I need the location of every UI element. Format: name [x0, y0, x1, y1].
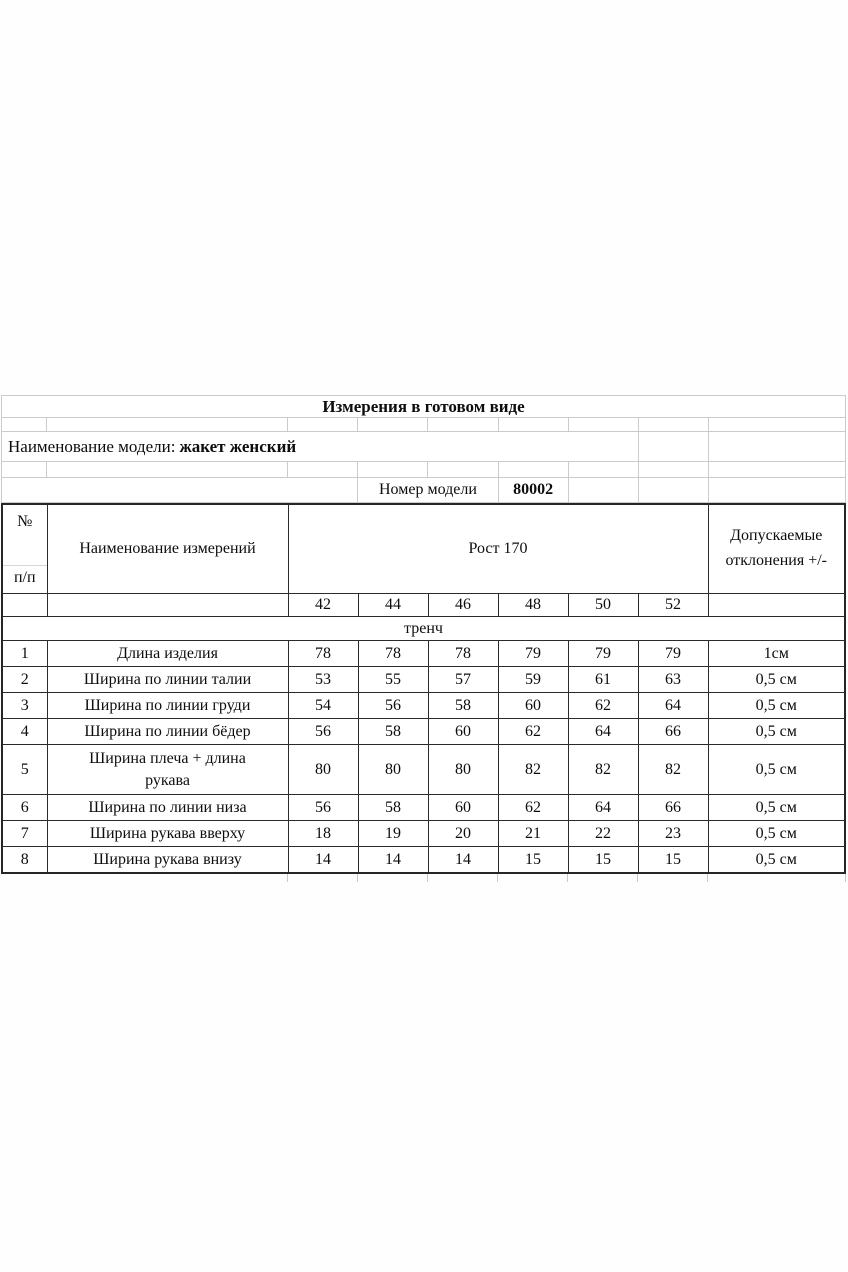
- value-cell: 59: [498, 667, 568, 693]
- value-cell: 82: [568, 745, 638, 795]
- faint-divider: [3, 565, 47, 566]
- no-header-stack: [3, 505, 47, 593]
- value-cell: 61: [568, 667, 638, 693]
- model-number-value: 80002: [498, 478, 568, 503]
- value-cell: 15: [568, 847, 638, 874]
- table-row: [2, 821, 845, 847]
- value-cell: 15: [638, 847, 708, 874]
- empty-cell: [568, 478, 638, 503]
- value-cell: 66: [638, 795, 708, 821]
- col-header-deviation: Допускаемые отклонения +/-: [708, 504, 845, 594]
- deviation-cell: 0,5 см: [708, 795, 845, 821]
- value-cell: 66: [638, 719, 708, 745]
- no-sub: п/п: [13, 569, 36, 586]
- deviation-cell: 0,5 см: [708, 847, 845, 874]
- empty-cell: [498, 418, 568, 432]
- value-cell: 14: [428, 847, 498, 874]
- empty-cell: [428, 418, 498, 432]
- sizes-row: [2, 594, 845, 617]
- value-cell: 80: [358, 745, 428, 795]
- measurement-name-cell: Ширина рукава внизу: [47, 847, 288, 874]
- sheet-title: Измерения в готовом виде: [2, 396, 846, 418]
- value-cell: 56: [358, 693, 428, 719]
- value-cell: 80: [288, 745, 358, 795]
- value-cell: 56: [288, 795, 358, 821]
- deviation-cell: 1см: [708, 641, 845, 667]
- deviation-cell: 0,5 см: [708, 745, 845, 795]
- model-name-label: Наименование модели:: [8, 436, 176, 456]
- value-cell: 55: [358, 667, 428, 693]
- value-cell: 60: [428, 795, 498, 821]
- value-cell: 64: [638, 693, 708, 719]
- col-header-no: [2, 504, 47, 594]
- value-cell: 21: [498, 821, 568, 847]
- empty-cell: [47, 462, 288, 478]
- empty-cell: [358, 462, 428, 478]
- value-cell: 14: [358, 847, 428, 874]
- empty-cell: [428, 462, 498, 478]
- value-cell: 20: [428, 821, 498, 847]
- size-cell: 44: [358, 594, 428, 617]
- measurement-name-cell: Длина изделия: [47, 641, 288, 667]
- empty-cell: [358, 418, 428, 432]
- value-cell: 19: [358, 821, 428, 847]
- value-cell: 64: [568, 719, 638, 745]
- empty-cell: [288, 418, 358, 432]
- measurement-name-cell: Ширина рукава вверху: [47, 821, 288, 847]
- empty-cell: [638, 478, 708, 503]
- table-header-row: [2, 504, 845, 594]
- value-cell: 82: [498, 745, 568, 795]
- empty-cell: [2, 594, 47, 617]
- title-row: [2, 396, 846, 418]
- value-cell: 18: [288, 821, 358, 847]
- table-row: [2, 847, 845, 874]
- value-cell: 79: [638, 641, 708, 667]
- deviation-cell: 0,5 см: [708, 667, 845, 693]
- row-number-cell: 6: [2, 795, 47, 821]
- measurement-name-cell: Ширина по линии низа: [47, 795, 288, 821]
- model-number-row: [2, 478, 846, 503]
- value-cell: 62: [498, 795, 568, 821]
- value-cell: 78: [288, 641, 358, 667]
- grid-stubs: [0, 874, 848, 883]
- no-sign: №: [17, 513, 33, 530]
- measurement-rows: [2, 641, 845, 874]
- value-cell: 62: [568, 693, 638, 719]
- empty-cell: [498, 462, 568, 478]
- measurement-name-cell: Ширина по линии груди: [47, 693, 288, 719]
- value-cell: 14: [288, 847, 358, 874]
- size-cell: 50: [568, 594, 638, 617]
- value-cell: 80: [428, 745, 498, 795]
- empty-cell: [708, 432, 845, 462]
- size-cell: 42: [288, 594, 358, 617]
- deviation-cell: 0,5 см: [708, 821, 845, 847]
- model-name-value: жакет женский: [179, 436, 297, 456]
- empty-cell: [47, 594, 288, 617]
- info-section: [1, 395, 846, 503]
- empty-cell: [638, 462, 708, 478]
- model-number-label: Номер модели: [358, 478, 498, 503]
- value-cell: 60: [428, 719, 498, 745]
- empty-cell: [568, 418, 638, 432]
- value-cell: 57: [428, 667, 498, 693]
- value-cell: 56: [288, 719, 358, 745]
- table-row: [2, 719, 845, 745]
- measurement-name-cell: Ширина по линии талии: [47, 667, 288, 693]
- empty-cell: [708, 594, 845, 617]
- table-row: [2, 693, 845, 719]
- section-label: тренч: [2, 617, 845, 641]
- empty-cell: [638, 432, 708, 462]
- row-number-cell: 1: [2, 641, 47, 667]
- value-cell: 82: [638, 745, 708, 795]
- empty-cell: [2, 418, 47, 432]
- row-number-cell: 3: [2, 693, 47, 719]
- top-whitespace: [0, 0, 848, 395]
- value-cell: 53: [288, 667, 358, 693]
- value-cell: 54: [288, 693, 358, 719]
- row-number-cell: 5: [2, 745, 47, 795]
- measurement-name-cell: Ширина по линии бёдер: [47, 719, 288, 745]
- value-cell: 23: [638, 821, 708, 847]
- size-cell: 48: [498, 594, 568, 617]
- empty-cell: [2, 478, 358, 503]
- value-cell: 58: [358, 795, 428, 821]
- size-cell: 52: [638, 594, 708, 617]
- value-cell: 64: [568, 795, 638, 821]
- value-cell: 63: [638, 667, 708, 693]
- row-number-cell: 8: [2, 847, 47, 874]
- value-cell: 58: [358, 719, 428, 745]
- empty-cell: [638, 418, 708, 432]
- empty-cell: [708, 478, 845, 503]
- col-header-name: Наименование измерений: [47, 504, 288, 594]
- row-number-cell: 4: [2, 719, 47, 745]
- empty-cell: [2, 462, 47, 478]
- deviation-cell: 0,5 см: [708, 719, 845, 745]
- empty-cell: [708, 418, 845, 432]
- measurements-table: [1, 503, 846, 874]
- row-number-cell: 2: [2, 667, 47, 693]
- value-cell: 58: [428, 693, 498, 719]
- measurement-name-cell: [47, 745, 288, 795]
- size-cell: 46: [428, 594, 498, 617]
- col-header-height-group: Рост 170: [288, 504, 708, 594]
- value-cell: 60: [498, 693, 568, 719]
- empty-cell: [568, 462, 638, 478]
- empty-cell: [47, 418, 288, 432]
- value-cell: 62: [498, 719, 568, 745]
- empty-grid-row: [2, 418, 846, 432]
- table-row: [2, 641, 845, 667]
- empty-grid-row: [2, 462, 846, 478]
- value-cell: 79: [498, 641, 568, 667]
- value-cell: 78: [358, 641, 428, 667]
- table-row: [2, 795, 845, 821]
- model-name-cell: [2, 432, 639, 462]
- empty-cell: [288, 462, 358, 478]
- section-row: [2, 617, 845, 641]
- value-cell: 78: [428, 641, 498, 667]
- value-cell: 15: [498, 847, 568, 874]
- table-row: [2, 667, 845, 693]
- deviation-cell: 0,5 см: [708, 693, 845, 719]
- empty-cell: [708, 462, 845, 478]
- value-cell: 79: [568, 641, 638, 667]
- row-number-cell: 7: [2, 821, 47, 847]
- model-name-row: [2, 432, 846, 462]
- table-row: [2, 745, 845, 795]
- measurement-name: Ширина плеча + длина рукава: [89, 750, 246, 789]
- value-cell: 22: [568, 821, 638, 847]
